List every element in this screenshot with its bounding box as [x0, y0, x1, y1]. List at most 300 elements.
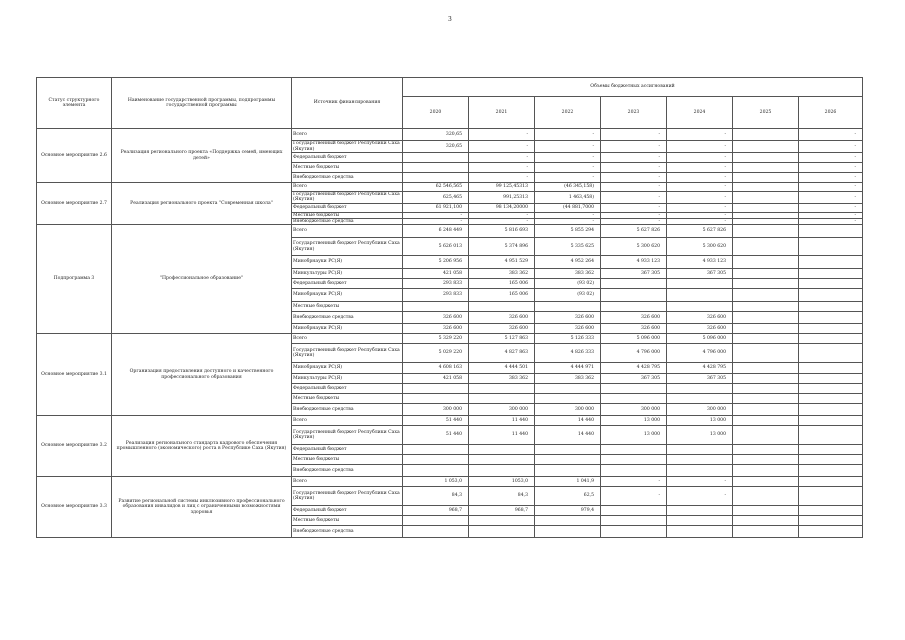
value-cell	[799, 455, 863, 465]
value-cell: 421 058	[403, 374, 469, 384]
value-cell	[733, 445, 799, 455]
value-cell	[799, 426, 863, 445]
value-cell: 99 125,45313	[469, 183, 535, 192]
value-cell	[799, 238, 863, 256]
value-cell: -	[799, 129, 863, 141]
value-cell: 367 305	[601, 374, 667, 384]
value-cell: 4 608 163	[403, 363, 469, 374]
value-cell: 4 444 501	[469, 363, 535, 374]
header-year: 2023	[601, 97, 667, 129]
value-cell	[799, 256, 863, 269]
value-cell: -	[469, 141, 535, 153]
value-cell	[799, 312, 863, 324]
value-cell	[535, 445, 601, 455]
value-cell	[667, 289, 733, 302]
value-cell: 5 206 956	[403, 256, 469, 269]
value-cell: -	[799, 183, 863, 192]
value-cell	[733, 256, 799, 269]
value-cell: 293 833	[403, 279, 469, 289]
value-cell	[469, 455, 535, 465]
value-cell	[403, 302, 469, 312]
value-cell: 421 058	[403, 269, 469, 279]
table-row	[37, 225, 863, 238]
value-cell: -	[469, 153, 535, 163]
header-year: 2024	[667, 97, 733, 129]
value-cell	[601, 516, 667, 526]
value-cell	[667, 506, 733, 516]
value-cell	[403, 445, 469, 455]
value-cell: 5 126 333	[535, 334, 601, 344]
table-row	[37, 416, 863, 426]
value-cell: 300 000	[535, 404, 601, 416]
source-cell: Федеральный бюджет	[292, 445, 403, 455]
value-cell	[799, 404, 863, 416]
value-cell: -	[535, 141, 601, 153]
value-cell	[733, 225, 799, 238]
status-cell: Основное мероприятие 2.6	[37, 129, 112, 183]
value-cell	[535, 394, 601, 404]
value-cell: 1 053,0	[403, 477, 469, 487]
value-cell	[469, 445, 535, 455]
value-cell: -	[667, 487, 733, 506]
value-cell: (44 881,7000	[535, 203, 601, 212]
value-cell: -	[799, 173, 863, 183]
source-cell: Местные бюджеты	[292, 163, 403, 173]
source-cell: Минобрнауки РС(Я)	[292, 256, 403, 269]
value-cell	[667, 445, 733, 455]
value-cell: 383 362	[469, 269, 535, 279]
table-row	[37, 129, 863, 141]
source-cell: Государственный бюджет Республики Саха (Якутия)	[292, 238, 403, 256]
header-year: 2022	[535, 97, 601, 129]
value-cell	[469, 465, 535, 477]
name-cell: Реализация регионального стандарта кадрового обеспечения промышленного (экономического) роста в Республике Саха (Якутия)	[112, 416, 292, 477]
value-cell: 326 600	[403, 312, 469, 324]
value-cell	[799, 324, 863, 334]
value-cell: -	[667, 218, 733, 224]
value-cell: 62,5	[535, 487, 601, 506]
value-cell: -	[667, 203, 733, 212]
value-cell: 383 362	[535, 374, 601, 384]
value-cell	[799, 225, 863, 238]
value-cell: -	[601, 218, 667, 224]
value-cell: -	[403, 212, 469, 218]
value-cell	[469, 526, 535, 538]
value-cell: -	[601, 173, 667, 183]
value-cell	[799, 526, 863, 538]
source-cell: Минобрнауки РС(Я)	[292, 289, 403, 302]
header-year: 2021	[469, 97, 535, 129]
value-cell: 300 000	[601, 404, 667, 416]
value-cell: -	[601, 153, 667, 163]
value-cell: 13 000	[601, 426, 667, 445]
value-cell	[733, 324, 799, 334]
value-cell	[733, 141, 799, 153]
value-cell: 968,7	[403, 506, 469, 516]
value-cell: 4 444 971	[535, 363, 601, 374]
source-cell: Всего	[292, 416, 403, 426]
value-cell: 13 000	[667, 426, 733, 445]
value-cell: -	[601, 212, 667, 218]
value-cell	[733, 289, 799, 302]
value-cell: -	[799, 203, 863, 212]
value-cell: -	[667, 173, 733, 183]
value-cell: -	[601, 141, 667, 153]
value-cell	[799, 394, 863, 404]
value-cell	[799, 334, 863, 344]
name-cell: "Профессиональное образование"	[112, 225, 292, 334]
value-cell	[799, 477, 863, 487]
value-cell: 1 041,9	[535, 477, 601, 487]
header-name: Наименование государственной программы, подпрограммы государственной программы	[112, 78, 292, 129]
value-cell: 5 374 896	[469, 238, 535, 256]
source-cell: Местные бюджеты	[292, 212, 403, 218]
value-cell	[799, 445, 863, 455]
value-cell: 383 362	[535, 269, 601, 279]
source-cell: Внебюджетные средства	[292, 404, 403, 416]
value-cell	[667, 384, 733, 394]
value-cell: 979,4	[535, 506, 601, 516]
status-cell: Основное мероприятие 3.1	[37, 334, 112, 416]
value-cell: -	[535, 212, 601, 218]
value-cell: 5 626 013	[403, 238, 469, 256]
value-cell: 300 000	[403, 404, 469, 416]
source-cell: Местные бюджеты	[292, 394, 403, 404]
source-cell: Всего	[292, 225, 403, 238]
source-cell: Государственный бюджет Республики Саха (Якутия)	[292, 426, 403, 445]
value-cell: -	[601, 192, 667, 204]
value-cell: -	[601, 477, 667, 487]
source-cell: Минкультуры РС(Я)	[292, 269, 403, 279]
value-cell: 11 440	[469, 416, 535, 426]
source-cell: Всего	[292, 334, 403, 344]
page-number: 3	[448, 16, 452, 23]
value-cell	[601, 279, 667, 289]
value-cell: 5 300 620	[601, 238, 667, 256]
value-cell	[799, 384, 863, 394]
table-row	[37, 334, 863, 344]
value-cell: 326 600	[403, 324, 469, 334]
name-cell: Организация предоставления доступного и качественного профессионального образования	[112, 334, 292, 416]
value-cell: 1 463,458)	[535, 192, 601, 204]
value-cell	[799, 374, 863, 384]
value-cell: (93 02)	[535, 279, 601, 289]
value-cell: 326 600	[469, 312, 535, 324]
value-cell	[733, 203, 799, 212]
value-cell: 6 248 449	[403, 225, 469, 238]
value-cell	[535, 384, 601, 394]
value-cell: 98 134,20000	[469, 203, 535, 212]
value-cell	[667, 302, 733, 312]
value-cell	[667, 279, 733, 289]
source-cell: Федеральный бюджет	[292, 153, 403, 163]
value-cell	[667, 455, 733, 465]
status-cell: Основное мероприятие 3.2	[37, 416, 112, 477]
value-cell: -	[469, 173, 535, 183]
name-cell: Реализация регионального проекта «Поддержка семей, имеющих детей»	[112, 129, 292, 183]
value-cell: -	[667, 477, 733, 487]
value-cell: 62 546,565	[403, 183, 469, 192]
value-cell	[733, 477, 799, 487]
value-cell: 5 816 693	[469, 225, 535, 238]
value-cell: 13 000	[667, 416, 733, 426]
header-volume: Объемы бюджетных ассигнований	[403, 78, 863, 97]
value-cell	[469, 394, 535, 404]
value-cell: -	[535, 163, 601, 173]
source-cell: Государственный бюджет Республики Саха (Якутия)	[292, 141, 403, 153]
status-cell: Основное мероприятие 2.7	[37, 183, 112, 225]
table-row	[37, 477, 863, 487]
value-cell	[601, 455, 667, 465]
value-cell	[733, 487, 799, 506]
source-cell: Государственный бюджет Республики Саха (Якутия)	[292, 487, 403, 506]
value-cell	[733, 416, 799, 426]
value-cell	[733, 374, 799, 384]
value-cell: 11 440	[469, 426, 535, 445]
value-cell: 5 096 000	[667, 334, 733, 344]
value-cell	[469, 516, 535, 526]
value-cell	[601, 302, 667, 312]
value-cell: 5 627 826	[667, 225, 733, 238]
value-cell: 991,25313	[469, 192, 535, 204]
value-cell: 300 000	[667, 404, 733, 416]
value-cell	[799, 289, 863, 302]
source-cell: Местные бюджеты	[292, 516, 403, 526]
budget-table	[36, 77, 863, 538]
value-cell: 4 428 795	[601, 363, 667, 374]
value-cell	[535, 516, 601, 526]
value-cell	[799, 279, 863, 289]
value-cell: -	[667, 192, 733, 204]
value-cell	[733, 516, 799, 526]
value-cell: 300 000	[469, 404, 535, 416]
value-cell	[733, 455, 799, 465]
value-cell: 367 305	[601, 269, 667, 279]
value-cell	[535, 455, 601, 465]
source-cell: Федеральный бюджет	[292, 279, 403, 289]
header-year: 2025	[733, 97, 799, 129]
header-year: 2026	[799, 97, 863, 129]
source-cell: Федеральный бюджет	[292, 506, 403, 516]
value-cell: 326 600	[535, 312, 601, 324]
source-cell: Всего	[292, 129, 403, 141]
value-cell	[667, 526, 733, 538]
value-cell: -	[799, 153, 863, 163]
value-cell: -	[799, 141, 863, 153]
value-cell	[733, 269, 799, 279]
value-cell: -	[799, 212, 863, 218]
value-cell	[403, 394, 469, 404]
value-cell: 4 952 264	[535, 256, 601, 269]
value-cell	[667, 465, 733, 477]
value-cell	[733, 312, 799, 324]
value-cell	[601, 289, 667, 302]
value-cell: 5 096 000	[601, 334, 667, 344]
value-cell: (93 02)	[535, 289, 601, 302]
value-cell	[403, 526, 469, 538]
value-cell	[535, 302, 601, 312]
value-cell	[799, 269, 863, 279]
value-cell: 51 440	[403, 416, 469, 426]
value-cell: 4 796 000	[601, 344, 667, 363]
value-cell: 383 362	[469, 374, 535, 384]
value-cell: 14 440	[535, 426, 601, 445]
value-cell	[733, 404, 799, 416]
value-cell: -	[667, 153, 733, 163]
source-cell: Минкультуры РС(Я)	[292, 374, 403, 384]
value-cell	[403, 465, 469, 477]
value-cell: -	[601, 129, 667, 141]
value-cell: 326 600	[469, 324, 535, 334]
value-cell	[469, 302, 535, 312]
value-cell: 61 921,100	[403, 203, 469, 212]
value-cell	[733, 302, 799, 312]
value-cell: -	[667, 129, 733, 141]
value-cell: -	[667, 141, 733, 153]
name-cell: Развитие региональной системы инклюзивного профессионального образования инвалидов и лиц с ограниченными возможностями здоровья	[112, 477, 292, 538]
value-cell	[733, 163, 799, 173]
source-cell: Внебюджетные средства	[292, 465, 403, 477]
value-cell	[535, 465, 601, 477]
value-cell	[733, 526, 799, 538]
value-cell: -	[535, 218, 601, 224]
source-cell: Государственный бюджет Республики Саха (Якутия)	[292, 192, 403, 204]
value-cell	[403, 384, 469, 394]
value-cell	[601, 445, 667, 455]
value-cell: -	[469, 212, 535, 218]
value-cell: 4 428 795	[667, 363, 733, 374]
value-cell	[733, 153, 799, 163]
value-cell: 165 006	[469, 289, 535, 302]
value-cell: 84,3	[403, 487, 469, 506]
value-cell: 5 029 220	[403, 344, 469, 363]
value-cell	[733, 279, 799, 289]
value-cell: 165 006	[469, 279, 535, 289]
source-cell: Федеральный бюджет	[292, 203, 403, 212]
value-cell: -	[667, 212, 733, 218]
source-cell: Внебюджетные средства	[292, 173, 403, 183]
value-cell	[667, 394, 733, 404]
value-cell: -	[799, 163, 863, 173]
status-cell: Основное мероприятие 3.3	[37, 477, 112, 538]
value-cell: 326 600	[535, 324, 601, 334]
value-cell	[535, 526, 601, 538]
value-cell: 14 440	[535, 416, 601, 426]
value-cell: -	[535, 153, 601, 163]
value-cell	[733, 334, 799, 344]
source-cell: Местные бюджеты	[292, 455, 403, 465]
source-cell: Всего	[292, 477, 403, 487]
value-cell	[733, 183, 799, 192]
value-cell	[733, 173, 799, 183]
value-cell: 5 627 826	[601, 225, 667, 238]
value-cell: -	[535, 173, 601, 183]
value-cell	[799, 363, 863, 374]
source-cell: Внебюджетные средства	[292, 218, 403, 224]
value-cell	[403, 173, 469, 183]
value-cell: 320,65	[403, 129, 469, 141]
source-cell: Минобрнауки РС(Я)	[292, 324, 403, 334]
value-cell	[733, 506, 799, 516]
value-cell	[799, 344, 863, 363]
name-cell: Реализация регионального проекта "Современная школа"	[112, 183, 292, 225]
value-cell	[601, 384, 667, 394]
value-cell: 4 951 529	[469, 256, 535, 269]
value-cell: 326 600	[667, 312, 733, 324]
source-cell: Внебюджетные средства	[292, 312, 403, 324]
value-cell: 1053,0	[469, 477, 535, 487]
value-cell: 5 855 294	[535, 225, 601, 238]
value-cell	[733, 465, 799, 477]
header-status: Статус структурного элемента	[37, 78, 112, 129]
header-source: Источник финансирования	[292, 78, 403, 129]
value-cell	[733, 129, 799, 141]
value-cell	[733, 426, 799, 445]
value-cell: -	[469, 129, 535, 141]
value-cell: 84,3	[469, 487, 535, 506]
source-cell: Минобрнауки РС(Я)	[292, 363, 403, 374]
value-cell	[799, 487, 863, 506]
source-cell: Внебюджетные средства	[292, 526, 403, 538]
value-cell: 51 440	[403, 426, 469, 445]
value-cell: 625,465	[403, 192, 469, 204]
source-cell: Всего	[292, 183, 403, 192]
value-cell	[601, 506, 667, 516]
value-cell	[799, 516, 863, 526]
value-cell	[601, 465, 667, 477]
value-cell: 4 827 863	[469, 344, 535, 363]
value-cell: -	[403, 218, 469, 224]
value-cell: -	[601, 203, 667, 212]
value-cell: 5 300 620	[667, 238, 733, 256]
value-cell: 5 127 863	[469, 334, 535, 344]
value-cell	[733, 192, 799, 204]
value-cell	[469, 384, 535, 394]
value-cell: 293 833	[403, 289, 469, 302]
value-cell: (46 345,158)	[535, 183, 601, 192]
value-cell: 4 933 123	[601, 256, 667, 269]
value-cell: 4 796 000	[667, 344, 733, 363]
value-cell	[403, 163, 469, 173]
value-cell	[733, 363, 799, 374]
value-cell: 367 305	[667, 374, 733, 384]
source-cell: Федеральный бюджет	[292, 384, 403, 394]
value-cell	[601, 394, 667, 404]
value-cell	[733, 344, 799, 363]
value-cell	[733, 238, 799, 256]
value-cell: -	[601, 487, 667, 506]
table-row	[37, 183, 863, 192]
value-cell: 4 933 123	[667, 256, 733, 269]
value-cell: 13 000	[601, 416, 667, 426]
header-year: 2020	[403, 97, 469, 129]
value-cell: 326 600	[667, 324, 733, 334]
value-cell: -	[799, 192, 863, 204]
value-cell: 326 600	[601, 324, 667, 334]
value-cell	[667, 516, 733, 526]
value-cell	[799, 465, 863, 477]
value-cell: 326 600	[601, 312, 667, 324]
value-cell	[799, 506, 863, 516]
value-cell: -	[667, 183, 733, 192]
value-cell	[403, 516, 469, 526]
value-cell	[601, 526, 667, 538]
value-cell: 968,7	[469, 506, 535, 516]
value-cell: 5 329 220	[403, 334, 469, 344]
value-cell: 320,65	[403, 141, 469, 153]
value-cell	[403, 455, 469, 465]
value-cell: -	[601, 183, 667, 192]
